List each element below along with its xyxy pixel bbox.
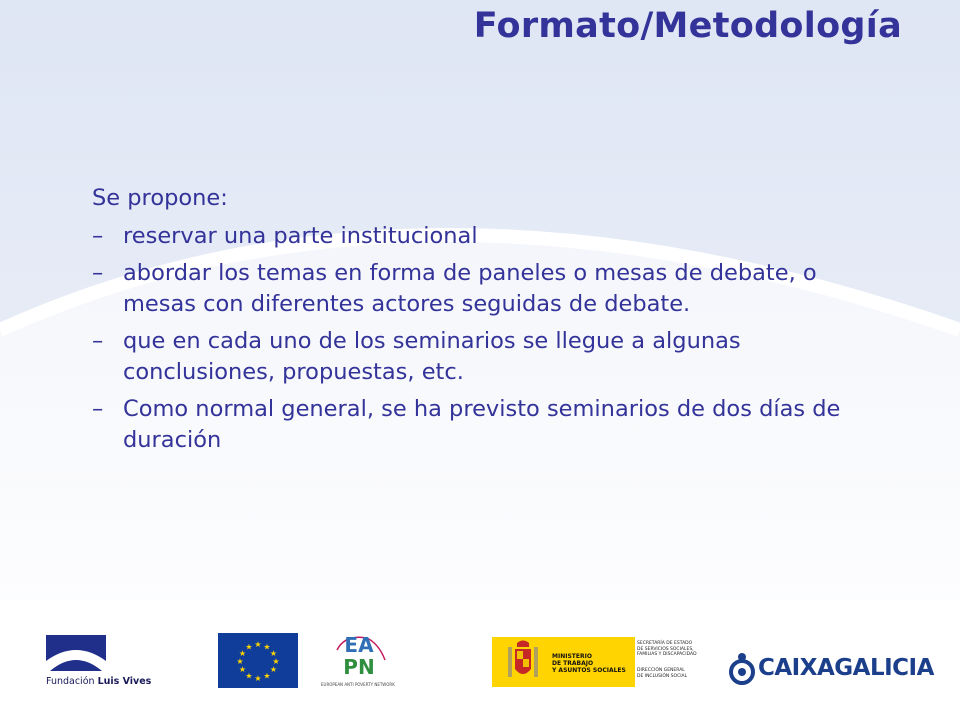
bullet-text: Como normal general, se ha previsto seminarios de dos días de duración	[123, 396, 841, 453]
eapn-letters-icon	[319, 632, 404, 680]
caixagalicia-logo	[728, 651, 934, 687]
slide-title: Formato/Metodología	[473, 6, 902, 46]
svg-text:★: ★	[236, 657, 244, 666]
svg-text:★: ★	[269, 649, 278, 658]
sponsor-logos	[0, 620, 960, 700]
eapn-logo	[319, 632, 404, 689]
svg-text:★: ★	[254, 674, 262, 683]
bullet-text: reservar una parte institucional	[123, 222, 478, 249]
svg-text:★: ★	[245, 642, 253, 652]
intro-text: Se propone:	[92, 185, 228, 211]
fundacion-name: Fundación Luis Vives	[46, 676, 152, 687]
bullet-dash: –	[92, 396, 104, 422]
svg-text:EA: EA	[344, 633, 374, 657]
fundacion-arch-icon	[46, 635, 106, 675]
svg-text:★: ★	[254, 640, 262, 649]
caixagalicia-wordmark: CAIXAGALICIA	[758, 655, 934, 681]
bullet-text: que en cada uno de los seminarios se llegue a algunas conclusiones, propuestas, etc.	[123, 328, 741, 385]
eu-stars-icon	[218, 633, 298, 688]
bullet-item	[92, 221, 892, 252]
bullet-item	[92, 394, 892, 455]
svg-text:★: ★	[269, 665, 278, 674]
eapn-caption: EUROPEAN ANTI POVERTY NETWORK	[321, 682, 395, 687]
svg-text:★: ★	[238, 665, 247, 674]
bullet-list	[92, 221, 892, 456]
ministerio-name: MINISTERIO DE TRABAJO Y ASUNTOS SOCIALES	[552, 653, 626, 674]
bullet-text: abordar los temas en forma de paneles o mesas de debate, o mesas con diferentes actores seguidas de debate.	[123, 260, 817, 317]
ministerio-logo	[492, 637, 707, 687]
eu-flag-logo	[218, 633, 298, 688]
svg-text:★: ★	[263, 671, 271, 681]
svg-text:★: ★	[245, 671, 253, 681]
fundacion-luis-vives-logo	[46, 635, 166, 690]
svg-text:★: ★	[238, 649, 247, 658]
slide-body	[92, 183, 892, 462]
bullet-dash: –	[92, 328, 104, 354]
bullet-item	[92, 258, 892, 319]
bullet-dash: –	[92, 260, 104, 286]
bullet-dash: –	[92, 222, 104, 249]
svg-text:★: ★	[263, 642, 271, 652]
coat-of-arms-icon	[498, 639, 548, 685]
svg-text:PN: PN	[343, 655, 375, 679]
bullet-item	[92, 326, 892, 387]
caixagalicia-emblem-icon	[728, 651, 756, 685]
ministerio-secretaria: SECRETARÍA DE ESTADO DE SERVICIOS SOCIALES, FAMILIAS Y DISCAPACIDAD DIRECCIÓN GENERAL DE INCLUSIÓN SOCIAL	[635, 637, 707, 687]
svg-text:★: ★	[272, 657, 280, 666]
